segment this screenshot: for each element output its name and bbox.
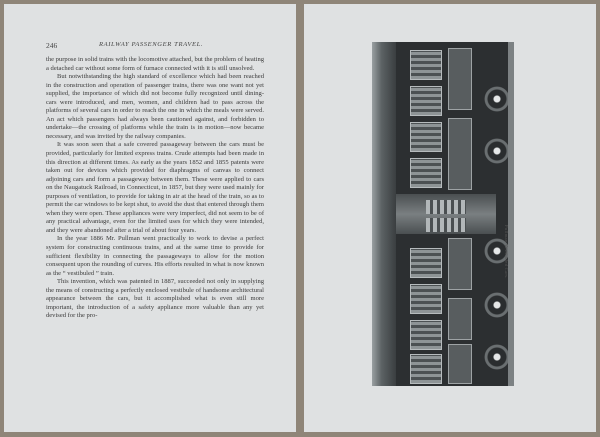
car-panel — [448, 298, 472, 340]
body-text — [46, 56, 264, 321]
railway-car-illustration — [372, 42, 514, 386]
car-window — [410, 284, 442, 314]
wheel-icon — [484, 344, 510, 370]
car-window — [410, 86, 442, 116]
illustration-caption: Pullman Vestibuled Cars. — [504, 225, 509, 279]
car-window — [410, 122, 442, 152]
car-panel — [448, 238, 472, 290]
wheel-icon — [484, 292, 510, 318]
car-panel — [448, 118, 472, 190]
car-panel — [448, 344, 472, 384]
car-window — [410, 354, 442, 384]
paragraph: But notwithstanding the high standard of excellence which had been reached in the construction and operation of passenger trains, there was one want not yet supplied, the importance of which did not become fully recognized until dining-cars were introduced, and men, women, and children had to pass across the platforms of several cars in order to reach the one in which the meals were served. An act which passengers had always been cautioned against, and forbidden to undertake—the crossing of platforms while the train is in motion—now became necessary, and was invited by the railway companies. — [46, 73, 264, 140]
car-roof — [372, 42, 396, 386]
railway-car-upper — [396, 42, 514, 202]
running-title: RAILWAY PASSENGER TRAVEL. — [99, 41, 204, 48]
paragraph: It was soon seen that a safe covered passageway between the cars must be provided, particularly for limited express trains. Crude attempts had been made in this direction at different times. As early as the years 1852 and 1855 patents were taken out for devices which provided for diaphragms of canvas to connect adjoining cars and form a passageway between them. These were applied to cars on the Naugatuck Railroad, in Connecticut, in 1857, but they were used mainly for purposes of ventilation, to provide for taking in air at the head of the train, so as to permit the car windows to be kept shut, to avoid the dust that entered through them when they were open. These appliances were very imperfect, did not seem to be of any practical advantage, even for the limited uses for which they were intended, and they were abandoned after a trial of about four years. — [46, 141, 264, 234]
car-panel — [448, 48, 472, 110]
paragraph: This invention, which was patented in 1887, succeeded not only in supplying the means of constructing a perfectly enclosed vestibule of handsome architectural appearance between the cars, but it accomplished what is even still more important, the introduction of a safety appliance more valuable than any yet devised for the pro- — [46, 278, 264, 320]
left-page — [4, 4, 296, 432]
railway-car-lower — [396, 218, 514, 386]
right-page — [304, 4, 596, 432]
car-window — [410, 158, 442, 188]
paragraph: In the year 1886 Mr. Pullman went practically to work to devise a perfect system for constructing continuous trains, and at the same time to provide for sufficient flexibility in connecting the passageways to allow for the motion consequent upon the rounding of curves. His efforts resulted in what is now known as the “ vestibuled ” train. — [46, 235, 264, 277]
page-number: 246 — [46, 41, 58, 50]
wheel-icon — [484, 138, 510, 164]
paragraph: the purpose in solid trains with the locomotive attached, but the problem of heating a detached car without some form of furnace connected with it is still unsolved. — [46, 56, 264, 72]
car-window — [410, 320, 442, 350]
car-window — [410, 50, 442, 80]
wheel-icon — [484, 86, 510, 112]
car-window — [410, 248, 442, 278]
vestibule-door — [426, 200, 466, 214]
track — [508, 42, 514, 386]
